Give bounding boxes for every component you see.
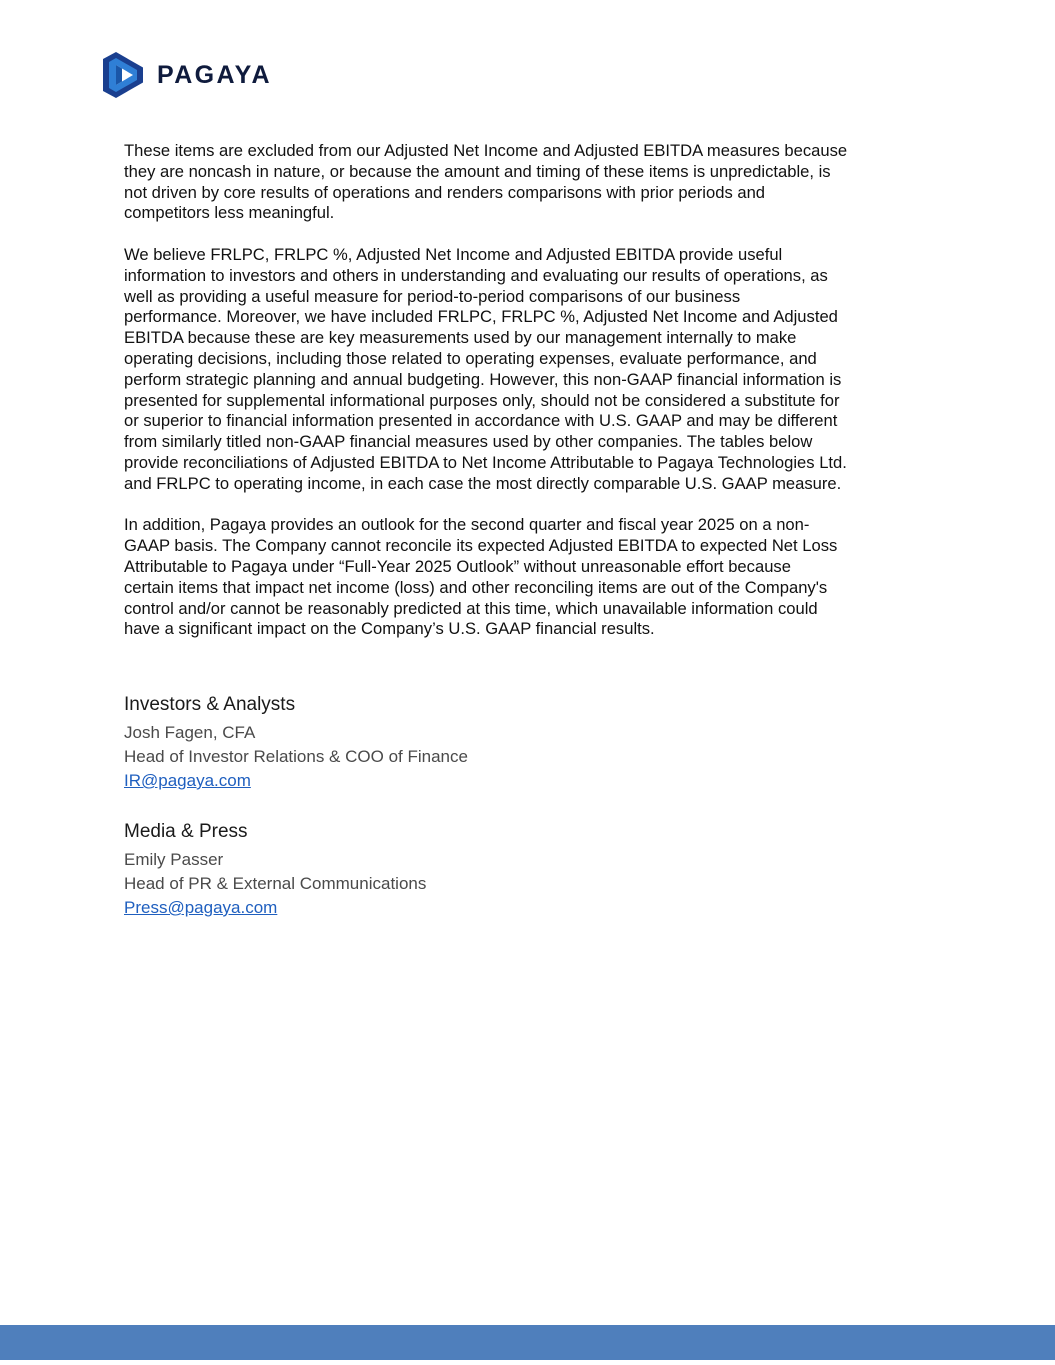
paragraph-exclusions: These items are excluded from our Adjusted Net Income and Adjusted EBITDA measures because they are noncash in nature, or because the amount and timing of these items is unpredictable, is not driven by core results of operations and renders comparisons with prior periods and competitors less meaningful. (124, 141, 848, 223)
media-contact (124, 819, 724, 920)
pagaya-logo (103, 51, 272, 99)
media-heading: Media & Press (124, 821, 248, 842)
media-contact-name: Emily Passer (124, 850, 224, 869)
media-contact-title: Head of PR & External Communications (124, 874, 427, 893)
investors-email-link[interactable]: IR@pagaya.com (124, 771, 251, 790)
document-body (124, 141, 936, 661)
brand-name: PAGAYA (157, 60, 272, 89)
footer-bar (0, 1325, 1055, 1360)
paragraph-outlook: In addition, Pagaya provides an outlook for the second quarter and fiscal year 2025 on a non- GAAP basis. The Company cannot reconcile its expected Adjusted EBITDA to expected Net Loss Attributable to Pagaya under “Full-Year 2025 Outlook” without unreasonable effort because certain items that impact net income (loss) and other reconciling items are out of the Company's control and/or cannot be reasonably predicted at this time, which unavailable information could have a significant impact on the Company’s U.S. GAAP financial results. (124, 515, 838, 639)
contacts-section (124, 692, 724, 946)
investors-heading: Investors & Analysts (124, 694, 296, 715)
pagaya-logo-icon (103, 52, 143, 98)
paragraph-non-gaap-usefulness: We believe FRLPC, FRLPC %, Adjusted Net Income and Adjusted EBITDA provide useful information to investors and others in understanding and evaluating our results of operations, as well as providing a useful measure for period-to-period comparisons of our business performance. Moreover, we have included FRLPC, FRLPC %, Adjusted Net Income and Adjusted EBITDA because these are key measurements used by our management internally to make operating decisions, including those related to operating expenses, evaluate performance, and perform strategic planning and annual budgeting. However, this non-GAAP financial information is presented for supplemental informational purposes only, should not be considered a substitute for or superior to financial information presented in accordance with U.S. GAAP and may be different from similarly titled non-GAAP financial measures used by other companies. The tables below provide reconciliations of Adjusted EBITDA to Net Income Attributable to Pagaya Technologies Ltd. and FRLPC to operating income, in each case the most directly comparable U.S. GAAP measure. (124, 244, 847, 493)
investors-contact-title: Head of Investor Relations & COO of Finance (124, 747, 468, 766)
investors-contact-name: Josh Fagen, CFA (124, 723, 256, 742)
investors-contact (124, 692, 724, 793)
media-email-link[interactable]: Press@pagaya.com (124, 898, 278, 917)
